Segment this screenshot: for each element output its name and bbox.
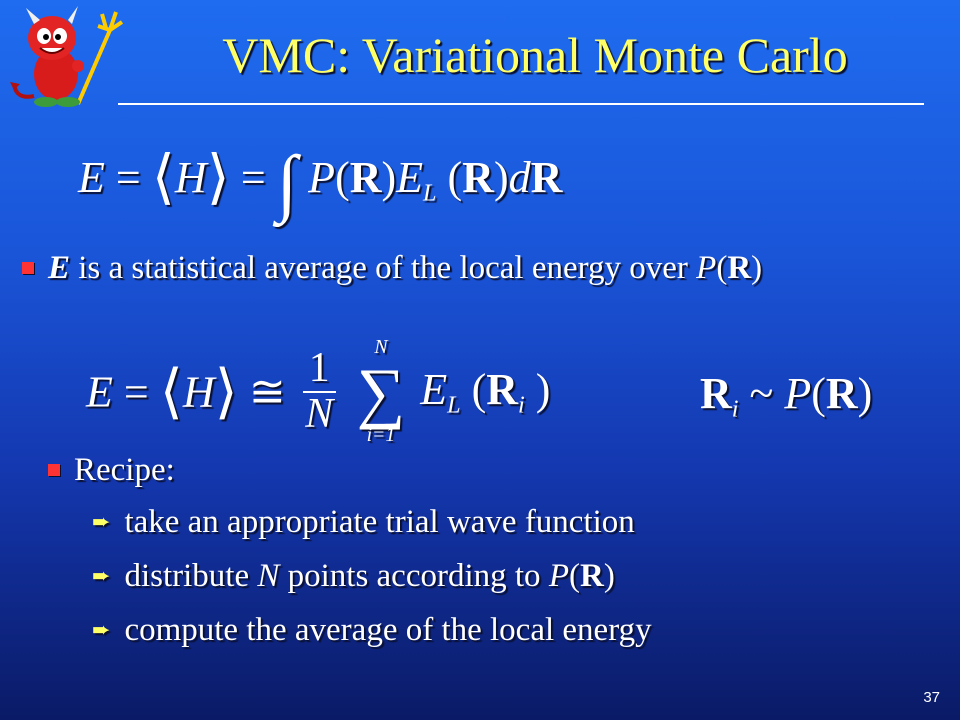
equation-sampling-distribution: $R_i$ ~ P(R) <box>700 369 873 423</box>
eq1-r-3: R <box>530 153 563 203</box>
recipe-item-text: take an appropriate trial wave function <box>124 504 635 540</box>
sum-upper-limit: N <box>374 336 388 358</box>
bullet-recipe <box>48 452 175 489</box>
recipe-item-distribute-points <box>92 558 615 595</box>
eq2-equals: = <box>123 367 149 417</box>
eq1-r: R <box>349 153 382 203</box>
bullet1-p: P <box>696 250 717 286</box>
eq2-numerator: 1 <box>303 347 336 393</box>
page-number: 37 <box>923 689 940 706</box>
recipe-item-n: N <box>257 558 280 594</box>
eq1-equals: = <box>115 153 141 203</box>
bullet1-text: is a statistical average of the local energy over <box>70 250 697 286</box>
recipe-item-text-2: points according to <box>279 558 549 594</box>
eq2-r-sub: i <box>518 391 525 419</box>
bullet1-close: ) <box>751 250 763 286</box>
bullet-square-icon <box>22 262 34 274</box>
eq1-equals-2: = <box>240 153 266 203</box>
bullet-statistical-average <box>22 250 762 287</box>
eq1-local-energy: E <box>396 153 424 203</box>
eq2-fraction <box>303 347 336 437</box>
eq1-r-2: R <box>462 153 494 203</box>
recipe-item-open: ( <box>568 558 580 594</box>
recipe-item-text: distribute <box>124 558 258 594</box>
bullet1-e: E <box>48 250 71 286</box>
eq1-hamiltonian: H <box>174 153 207 203</box>
eq2-summation <box>357 338 406 446</box>
recipe-item-average-local-energy <box>92 612 652 649</box>
equation-monte-carlo-sum: E = ⟨H⟩ ≅ $\frac{1}{N}$ N ∑ i=1 $E_L$ ($R_i$ ) <box>86 336 551 446</box>
sum-lower-limit: i=1 <box>366 424 396 446</box>
eq3-p: P <box>784 369 812 418</box>
bsd-daemon-icon <box>6 4 124 108</box>
arrow-icon: ➨ <box>92 617 111 642</box>
eq1-lhs: E <box>78 153 105 203</box>
eq2-hamiltonian: H <box>182 367 215 417</box>
eq2-approx: ≅ <box>248 367 286 417</box>
eq2-local-sub: L <box>447 391 461 419</box>
bullet-square-icon <box>48 464 60 476</box>
eq3-r-2: R <box>825 369 858 418</box>
arrow-icon: ➨ <box>92 509 111 534</box>
bullet1-open: ( <box>716 250 728 286</box>
recipe-item-p: P <box>548 558 569 594</box>
recipe-label: Recipe: <box>74 452 175 488</box>
eq3-r-sub: i <box>731 395 739 423</box>
eq2-local-energy: E <box>420 365 448 415</box>
integral-sign: ∫ <box>276 141 298 224</box>
eq1-local-sub: L <box>423 179 437 207</box>
eq2-denominator: N <box>305 390 334 437</box>
arrow-icon: ➨ <box>92 563 111 588</box>
slide-title: VMC: Variational Monte Carlo <box>222 27 848 83</box>
equation-expectation-integral: E = ⟨H⟩ = ∫ $P(R)E_L$ (R)dR <box>78 141 563 224</box>
recipe-item-trial-wave-function <box>92 504 635 541</box>
recipe-item-text: compute the average of the local energy <box>124 612 652 648</box>
eq1-p: P <box>308 153 336 203</box>
eq1-d: d <box>508 153 531 203</box>
sum-sign: ∑ <box>356 353 406 430</box>
bullet1-r: R <box>727 250 752 286</box>
eq3-tilde: ~ <box>749 369 774 418</box>
eq2-lhs: E <box>86 367 113 417</box>
recipe-item-close: ) <box>603 558 615 594</box>
recipe-item-r: R <box>579 558 604 594</box>
eq2-r: R <box>486 365 519 415</box>
eq3-r: R <box>700 369 732 418</box>
title-divider <box>118 103 924 105</box>
